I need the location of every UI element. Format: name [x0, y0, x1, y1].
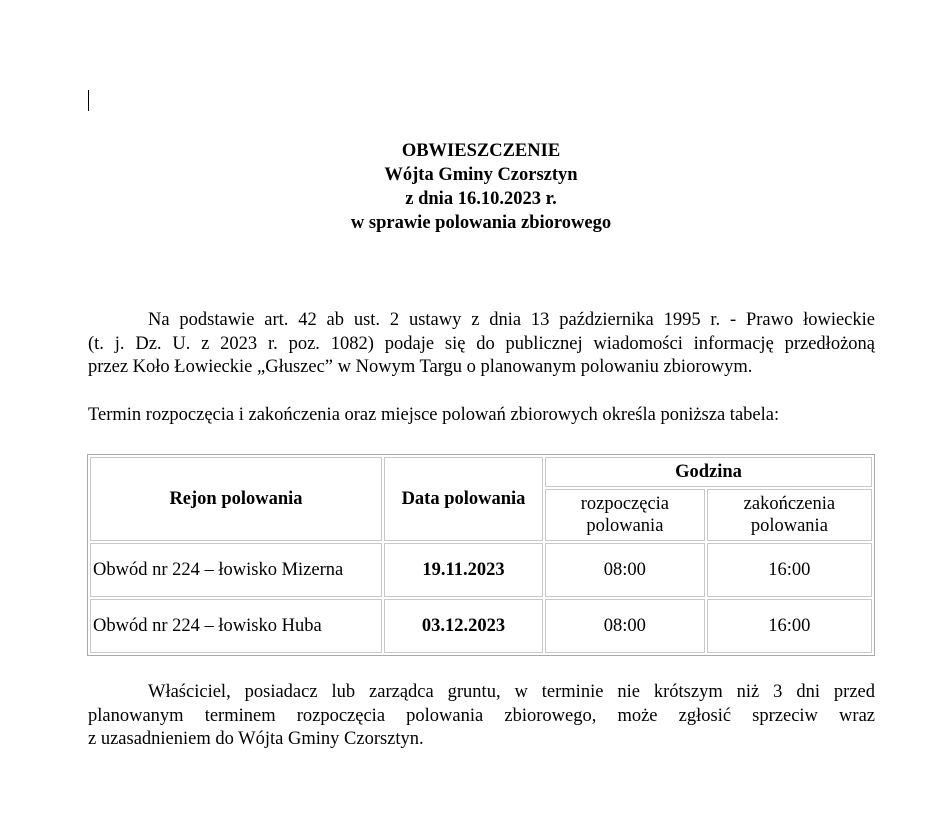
table-intro-paragraph: Termin rozpoczęcia i zakończenia oraz miejsce polowań zbiorowych określa poniższa tabela: — [88, 405, 780, 425]
header-end — [707, 489, 872, 541]
cell-start: 08:00 — [545, 599, 705, 653]
cell-rejon: Obwód nr 224 – łowisko Mizerna — [90, 543, 382, 597]
table-row — [90, 599, 872, 653]
cell-start: 08:00 — [545, 543, 705, 597]
paragraph-line: przez Koło Łowieckie „Głuszec” w Nowym Targu o planowanym polowaniu zbiorowym. — [88, 357, 753, 378]
announcement-subject: w sprawie polowania zbiorowego — [350, 213, 612, 233]
cell-end: 16:00 — [707, 543, 872, 597]
paragraph-line: z uzasadnieniem do Wójta Gminy Czorsztyn. — [88, 729, 424, 750]
header-data: Data polowania — [384, 457, 543, 541]
paragraph-line: Na podstawie art. 42 ab ust. 2 ustawy z dnia 13 października 1995 r. - Prawo łowieckie — [148, 310, 875, 330]
header-end-line1: zakończenia — [743, 494, 836, 514]
hunting-schedule-table — [87, 454, 875, 656]
header-end-line2: polowania — [750, 516, 828, 536]
cell-end: 16:00 — [707, 599, 872, 653]
header-start — [545, 489, 705, 541]
table-row — [90, 543, 872, 597]
cell-data: 19.11.2023 — [384, 543, 543, 597]
header-godzina: Godzina — [545, 457, 872, 487]
announcement-title: OBWIESZCZENIE — [401, 141, 561, 161]
paragraph-line: planowanym terminem rozpoczęcia polowania zbiorowego, może zgłosić sprzeciw wraz — [88, 705, 875, 726]
announcement-authority: Wójta Gminy Czorsztyn — [384, 165, 578, 185]
announcement-date: z dnia 16.10.2023 r. — [405, 189, 557, 209]
legal-basis-paragraph — [88, 309, 875, 380]
announcement-header — [0, 139, 937, 235]
objection-paragraph — [88, 681, 875, 752]
paragraph-line: Właściciel, posiadacz lub zarządca gruntu, w terminie nie krótszym niż 3 dni przed — [148, 682, 875, 702]
header-start-line2: polowania — [586, 516, 664, 536]
cell-rejon: Obwód nr 224 – łowisko Huba — [90, 599, 382, 653]
header-rejon: Rejon polowania — [90, 457, 382, 541]
cell-data: 03.12.2023 — [384, 599, 543, 653]
table-header-row — [90, 457, 872, 487]
paragraph-line: (t. j. Dz. U. z 2023 r. poz. 1082) podaje się do publicznej wiadomości informację przedłożoną — [88, 333, 875, 354]
header-start-line1: rozpoczęcia — [580, 494, 670, 514]
text-cursor — [88, 90, 89, 111]
